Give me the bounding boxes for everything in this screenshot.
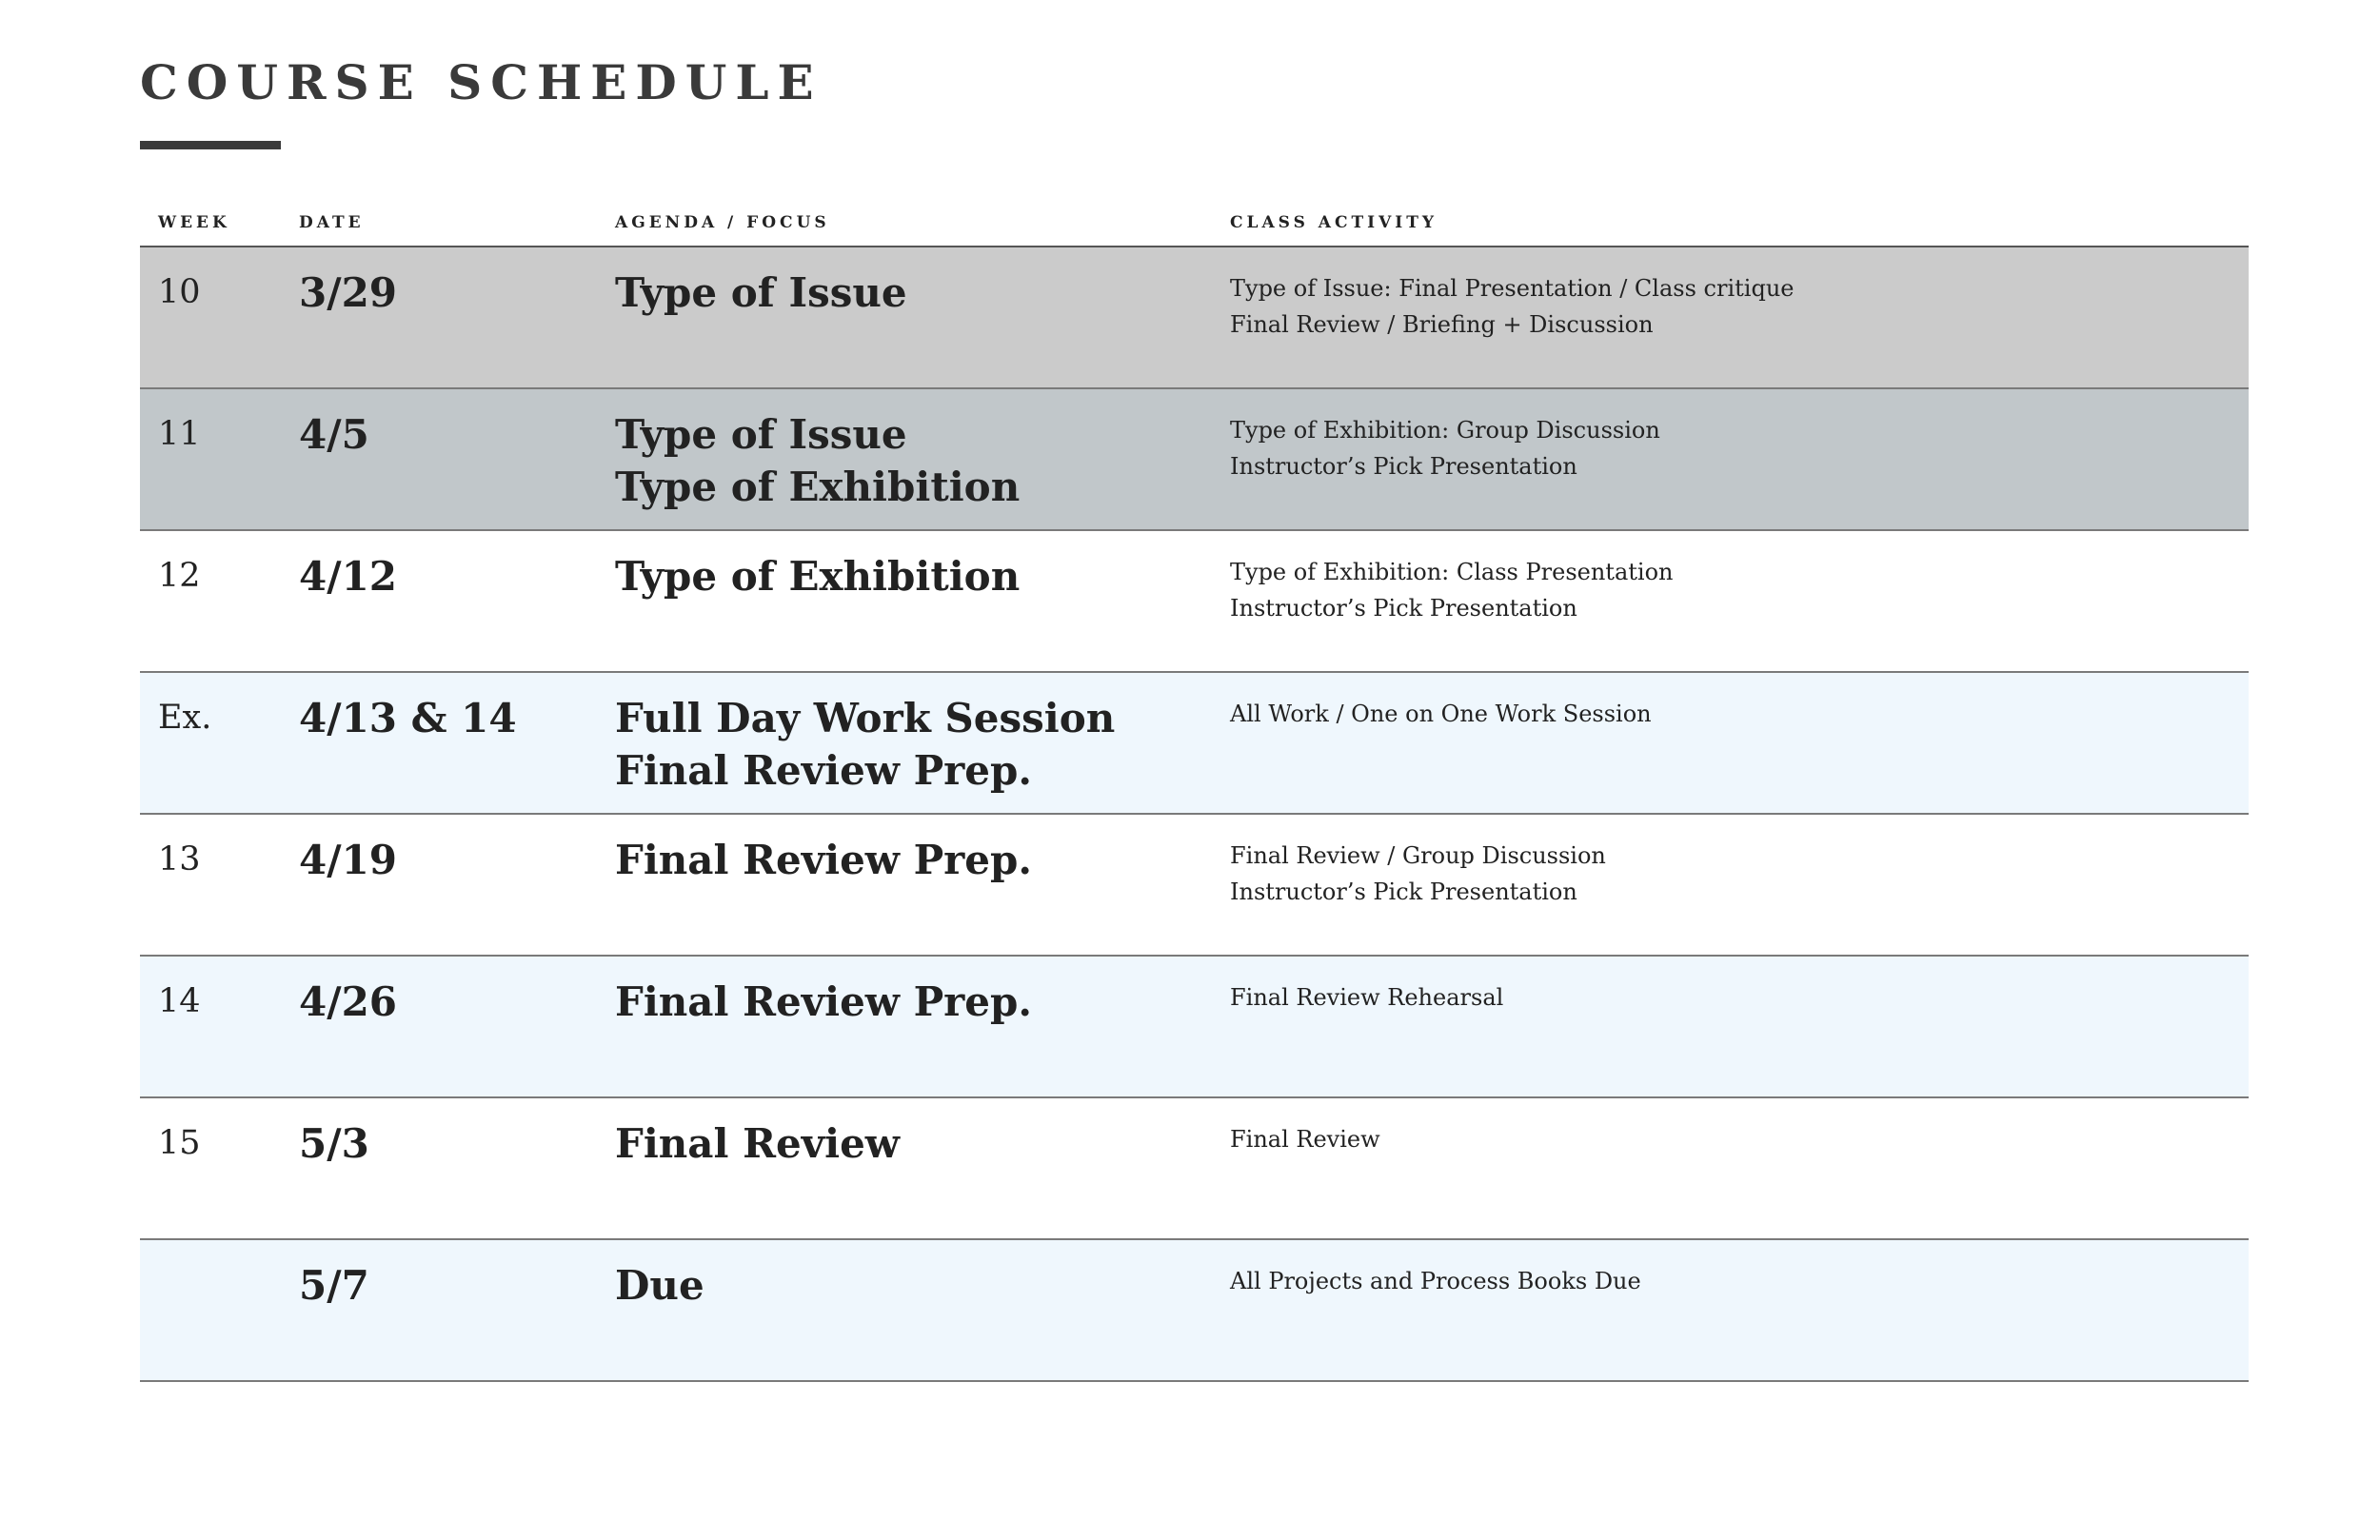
agenda-line: Full Day Work Session [615,695,1116,741]
week-cell: Ex. [158,699,212,737]
date-cell: 5/7 [299,1262,369,1309]
column-header-date: DATE [299,213,365,232]
activity-line: Final Review [1230,1126,1380,1153]
agenda-cell [615,834,1205,886]
activity-line: All Work / One on One Work Session [1230,701,1652,727]
activity-cell [1230,554,2220,626]
column-header-agenda: AGENDA / FOCUS [615,213,830,232]
week-cell: 11 [158,415,201,453]
table-body [140,247,2249,1382]
activity-cell [1230,412,2220,484]
activity-line: All Projects and Process Books Due [1230,1268,1641,1294]
activity-line: Instructor’s Pick Presentation [1230,879,1577,905]
date-cell: 4/26 [299,978,398,1025]
title-underline [140,141,281,149]
activity-line: Final Review Rehearsal [1230,984,1504,1011]
agenda-line: Type of Exhibition [615,464,1021,510]
activity-line: Type of Exhibition: Class Presentation [1230,559,1674,585]
agenda-line: Final Review Prep. [615,747,1033,794]
activity-line: Final Review / Briefing + Discussion [1230,311,1654,338]
activity-cell [1230,1263,2220,1299]
agenda-cell [615,1259,1205,1312]
week-cell: 10 [158,273,201,311]
agenda-cell [615,1117,1205,1170]
activity-cell [1230,270,2220,343]
table-row [140,389,2249,531]
activity-line: Type of Exhibition: Group Discussion [1230,417,1660,444]
activity-line: Instructor’s Pick Presentation [1230,453,1577,480]
agenda-line: Final Review Prep. [615,837,1033,883]
activity-cell [1230,979,2220,1016]
agenda-line: Final Review [615,1120,900,1167]
date-cell: 4/19 [299,837,398,883]
table-row [140,247,2249,389]
agenda-line: Due [615,1262,704,1309]
agenda-cell [615,976,1205,1028]
agenda-line: Final Review Prep. [615,978,1033,1025]
page-title: COURSE SCHEDULE [140,54,823,110]
activity-cell [1230,696,2220,732]
date-cell: 3/29 [299,269,398,316]
agenda-line: Type of Issue [615,411,907,458]
table-row [140,815,2249,957]
agenda-cell [615,408,1205,513]
activity-line: Final Review / Group Discussion [1230,842,1606,869]
table-row [140,1240,2249,1382]
date-cell: 4/5 [299,411,369,458]
date-cell: 4/13 & 14 [299,695,517,741]
table-header [140,200,2249,247]
schedule-table [140,200,2249,1382]
table-row [140,957,2249,1098]
agenda-line: Type of Exhibition [615,553,1021,600]
table-row [140,531,2249,673]
week-cell: 14 [158,982,201,1020]
agenda-cell [615,550,1205,602]
activity-cell [1230,838,2220,910]
week-cell: 13 [158,840,201,879]
date-cell: 5/3 [299,1120,369,1167]
week-cell: 15 [158,1124,201,1162]
date-cell: 4/12 [299,553,398,600]
activity-cell [1230,1121,2220,1157]
column-header-activity: CLASS ACTIVITY [1230,213,1438,232]
agenda-line: Type of Issue [615,269,907,316]
agenda-cell [615,267,1205,319]
agenda-cell [615,692,1205,797]
activity-line: Type of Issue: Final Presentation / Class critique [1230,275,1795,302]
column-header-week: WEEK [158,213,230,232]
week-cell: 12 [158,557,201,595]
table-row [140,1098,2249,1240]
activity-line: Instructor’s Pick Presentation [1230,595,1577,622]
table-row [140,673,2249,815]
